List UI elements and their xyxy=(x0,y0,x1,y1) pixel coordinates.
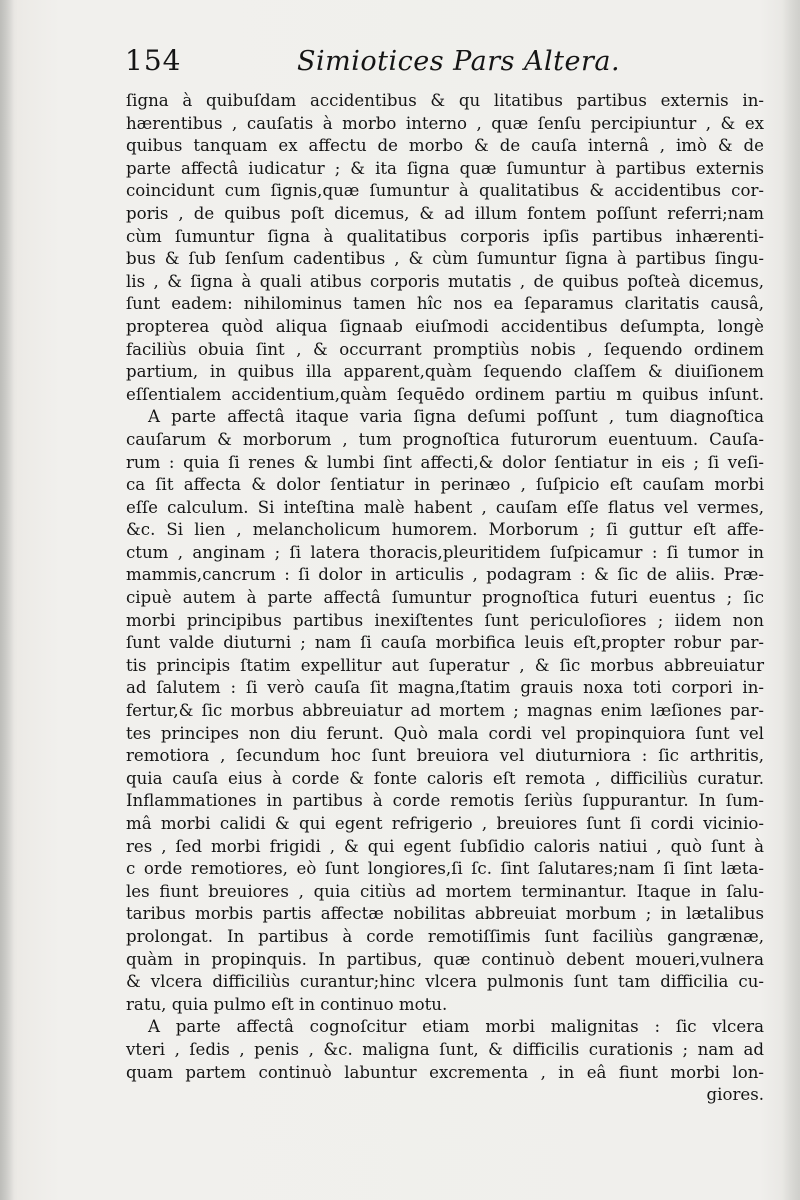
text-line: eſſentialem accidentium,quàm ſequēdo ordinem partiu m quibus inſunt. xyxy=(126,384,764,404)
text-line: quia cauſa eius à corde & fonte caloris eſt remota , difficiliùs curatur. xyxy=(126,768,764,788)
text-line: tes principes non diu ferunt. Quò mala cordi vel propinquiora ſunt vel xyxy=(126,723,764,743)
text-line: Inflammationes in partibus à corde remotis ſeriùs ſuppurantur. In ſum- xyxy=(126,791,764,811)
text-line: cauſarum & morborum , tum prognoſtica futurorum euentuum. Cauſa- xyxy=(126,429,764,449)
text-line: parte affectâ iudicatur ; & ita ſigna quæ ſumuntur à partibus externis xyxy=(126,158,764,178)
text-line: & vlcera difficiliùs curantur;hinc vlcera pulmonis ſunt tam difficilia cu- xyxy=(126,972,764,992)
text-line: ca ſit affecta & dolor ſentiatur in perinæo , ſuſpicio eſt cauſam morbi xyxy=(126,475,764,495)
text-line: coincidunt cum ſignis,quæ ſumuntur à qualitatibus & accidentibus cor- xyxy=(126,181,764,201)
text-line: ad ſalutem : ſi verò cauſa ſit magna,ſtatim grauis noxa toti corpori in- xyxy=(126,678,764,698)
text-line: eſſe calculum. Si inteſtina malè habent , cauſam eſſe flatus vel vermes, xyxy=(126,497,764,517)
text-line: quàm in propinquis. In partibus, quæ continuò debent moueri,vulnera xyxy=(126,949,764,969)
page-header xyxy=(125,40,725,84)
body-text xyxy=(126,90,764,1107)
running-title: Simiotices Pars Altera. xyxy=(297,46,621,77)
text-line: res , ſed morbi frigidi , & qui egent ſubſidio caloris natiui , quò ſunt à xyxy=(126,836,764,856)
binding-shadow xyxy=(0,0,14,1200)
text-line: ſunt valde diuturni ; nam ſi cauſa morbifica leuis eſt,propter robur par- xyxy=(126,633,764,653)
text-line: poris , de quibus poſt dicemus, & ad illum fontem poſſunt referri;nam xyxy=(126,203,764,223)
text-line: fertur,& ſic morbus abbreuiatur ad mortem ; magnas enim læſiones par- xyxy=(126,701,764,721)
page-number: 154 xyxy=(125,44,182,77)
text-line: remotiora , ſecundum hoc ſunt breuiora vel diuturniora : ſic arthritis, xyxy=(126,746,764,766)
text-line: rum : quia ſi renes & lumbi ſint affecti,& dolor ſentiatur in eis ; ſi veſi- xyxy=(126,452,764,472)
text-line: tis principis ſtatim expellitur aut ſuperatur , & ſic morbus abbreuiatur xyxy=(126,655,764,675)
page-edge-shadow xyxy=(782,0,800,1200)
text-line: mammis,cancrum : ſi dolor in articulis , podagram : & ſic de aliis. Præ- xyxy=(126,565,764,585)
paragraph-end-line: ratu, quia pulmo eſt in continuo motu. xyxy=(126,994,448,1014)
text-line: faciliùs obuia ſint , & occurrant promptiùs nobis , ſequendo ordinem xyxy=(126,339,764,359)
text-line: quibus tanquam ex affectu de morbo & de cauſa internâ , imò & de xyxy=(126,136,764,156)
text-line: ſunt eadem: nihilominus tamen hîc nos ea ſeparamus claritatis causâ, xyxy=(126,294,764,314)
text-line: ctum , anginam ; ſi latera thoracis,pleuritidem ſuſpicamur : ſi tumor in xyxy=(126,542,764,562)
paragraph-start-line: A parte affectâ cognoſcitur etiam morbi malignitas : ſic vlcera xyxy=(148,1017,764,1037)
text-line: quam partem continuò labuntur excrementa , in eâ fiunt morbi lon- xyxy=(126,1062,764,1082)
text-line: vteri , ſedis , penis , &c. maligna ſunt, & difficilis curationis ; nam ad xyxy=(126,1039,764,1059)
text-line: mâ morbi calidi & qui egent refrigerio , breuiores ſunt ſi cordi vicinio- xyxy=(126,814,764,833)
text-line: prolongat. In partibus à corde remotiſſimis ſunt faciliùs gangrænæ, xyxy=(126,926,764,946)
text-line: &c. Si lien , melancholicum humorem. Morborum ; ſi guttur eſt affe- xyxy=(126,520,764,540)
text-line: morbi principibus partibus inexiſtentes ſunt periculoſiores ; iidem non xyxy=(126,610,764,630)
text-line: c orde remotiores, eò ſunt longiores,ſi ſc. ſint ſalutares;nam ſi ſint læta- xyxy=(126,859,764,879)
text-line: taribus morbis partis affectæ nobilitas abbreuiat morbum ; in lætalibus xyxy=(126,904,764,924)
text-line: ſigna à quibuſdam accidentibus & qu litatibus partibus externis in- xyxy=(126,91,764,110)
text-line: hærentibus , cauſatis à morbo interno , quæ ſenſu percipiuntur , & ex xyxy=(126,113,764,133)
text-line: lis , & ſigna à quali atibus corporis mutatis , de quibus poſteà dicemus, xyxy=(126,271,764,291)
text-line: partium, in quibus illa apparent,quàm ſequendo claſſem & diuiſionem xyxy=(126,362,764,382)
paragraph-end-line: giores. xyxy=(706,1085,764,1105)
text-line: propterea quòd aliqua ſignaab eiuſmodi accidentibus deſumpta, longè xyxy=(126,316,764,336)
text-line: cùm ſumuntur ſigna à qualitatibus corporis ipſis partibus inhærenti- xyxy=(126,226,764,246)
text-line: bus & ſub ſenſum cadentibus , & cùm ſumuntur ſigna à partibus ſingu- xyxy=(126,249,764,269)
text-line: les fiunt breuiores , quia citiùs ad mortem terminantur. Itaque in ſalu- xyxy=(126,881,764,901)
text-line: cipuè autem à parte affectâ ſumuntur prognoſtica futuri euentus ; ſic xyxy=(126,588,764,608)
paragraph-start-line: A parte affectâ itaque varia ſigna deſumi poſſunt , tum diagnoſtica xyxy=(148,407,764,427)
